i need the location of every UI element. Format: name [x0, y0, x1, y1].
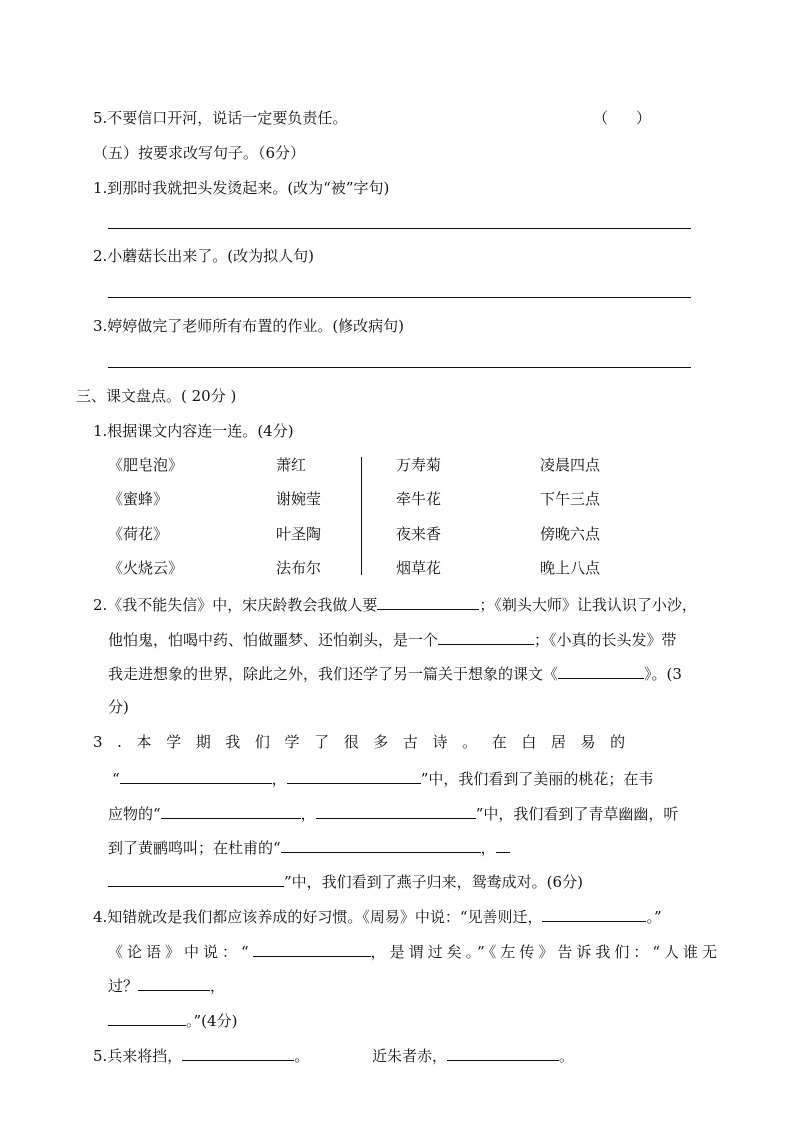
fill-blank[interactable]: [138, 975, 210, 991]
match-flower: 牵牛花: [396, 490, 442, 508]
answer-paren-right: ）: [636, 109, 652, 127]
match-title: 《肥皂泡》: [108, 456, 184, 474]
fill-question-5b: 近朱者赤， 。: [372, 1047, 575, 1065]
fill-blank[interactable]: [496, 837, 510, 853]
match-author: 萧红: [276, 456, 307, 474]
fill-blank[interactable]: [377, 594, 479, 610]
fill-blank[interactable]: [253, 941, 371, 957]
answer-line-3[interactable]: [108, 367, 691, 368]
fill-blank[interactable]: [287, 768, 421, 784]
fill-blank[interactable]: [438, 629, 534, 645]
match-divider: [361, 457, 362, 575]
match-title: 《火烧云》: [108, 559, 184, 577]
match-flower: 夜来香: [396, 525, 442, 543]
answer-line-1[interactable]: [108, 228, 691, 229]
match-time: 晚上八点: [540, 559, 601, 577]
fill-question-2-line-4: 分): [108, 698, 129, 716]
fill-question-2: 2.《我不能失信》中，宋庆龄教会我做人要 ；《剃头大师》让我认识了小沙，: [93, 596, 697, 614]
match-author: 法布尔: [276, 559, 322, 577]
fill-blank[interactable]: [542, 906, 646, 922]
match-title: 《荷花》: [108, 525, 169, 543]
match-author: 谢婉莹: [276, 490, 322, 508]
fill-blank[interactable]: [161, 803, 301, 819]
fill-question-2-line-2: 他怕鬼，怕喝中药、怕做噩梦、还怕剃头，是一个 ；《小真的长头发》带: [108, 631, 677, 649]
match-flower: 烟草花: [396, 559, 442, 577]
fill-question-5a: 5.兵来将挡， 。: [93, 1047, 310, 1065]
match-question: 1.根据课文内容连一连。(4分): [93, 422, 294, 440]
match-time: 傍晚六点: [540, 525, 601, 543]
fill-question-4-line-3: 过？ ，: [108, 977, 226, 995]
fill-question-4-line-4: 。”(4分): [108, 1010, 237, 1031]
fill-question-3-line-4: 到了黄鹂鸣叫；在杜甫的“ ，: [108, 837, 510, 858]
judge-item-5: 5.不要信口开河，说话一定要负责任。: [93, 109, 348, 127]
fill-blank[interactable]: [447, 1045, 559, 1061]
fill-blank[interactable]: [182, 1045, 294, 1061]
section-5-title: （五）按要求改写句子。（6分）: [93, 144, 306, 162]
rewrite-item-1: 1.到那时我就把头发烫起来。(改为“被”字句): [93, 179, 390, 197]
fill-question-3-line-5: ”中，我们看到了燕子归来，鸳鸯成对。(6分): [108, 871, 583, 892]
fill-blank[interactable]: [108, 1010, 186, 1026]
match-title: 《蜜蜂》: [108, 490, 169, 508]
fill-question-4-line-2: 《论语》中说：“ ，是谓过矣。”《左传》告诉我们：“人谁无: [108, 943, 722, 961]
fill-question-2-line-3: 我走进想象的世界，除此之外，我们还学了另一篇关于想象的课文《 》。(3: [108, 665, 682, 683]
match-author: 叶圣陶: [276, 525, 322, 543]
fill-blank[interactable]: [558, 663, 644, 679]
fill-blank[interactable]: [281, 837, 481, 853]
fill-question-3: 3.本学期我们学了很多古诗。在白居易的: [93, 733, 640, 751]
match-time: 下午三点: [540, 490, 601, 508]
fill-question-3-line-3: 应物的“ ， ”中，我们看到了青草幽幽，听: [108, 805, 679, 823]
section-3-title: 三、课文盘点。( 20分 ): [76, 387, 237, 405]
answer-line-2[interactable]: [108, 297, 691, 298]
rewrite-item-3: 3.婷婷做完了老师所有布置的作业。(修改病句): [93, 317, 405, 335]
fill-question-3-line-2: “ ， ”中，我们看到了美丽的桃花；在韦: [112, 770, 654, 788]
match-time: 凌晨四点: [540, 456, 601, 474]
rewrite-item-2: 2.小蘑菇长出来了。(改为拟人句): [93, 247, 315, 265]
match-flower: 万寿菊: [396, 456, 442, 474]
fill-blank[interactable]: [120, 768, 272, 784]
answer-paren-left: （: [593, 109, 609, 127]
fill-blank[interactable]: [316, 803, 476, 819]
fill-blank[interactable]: [108, 871, 284, 887]
fill-question-4: 4.知错就改是我们都应该养成的好习惯。《周易》中说：“见善则迁， 。”: [93, 908, 662, 926]
